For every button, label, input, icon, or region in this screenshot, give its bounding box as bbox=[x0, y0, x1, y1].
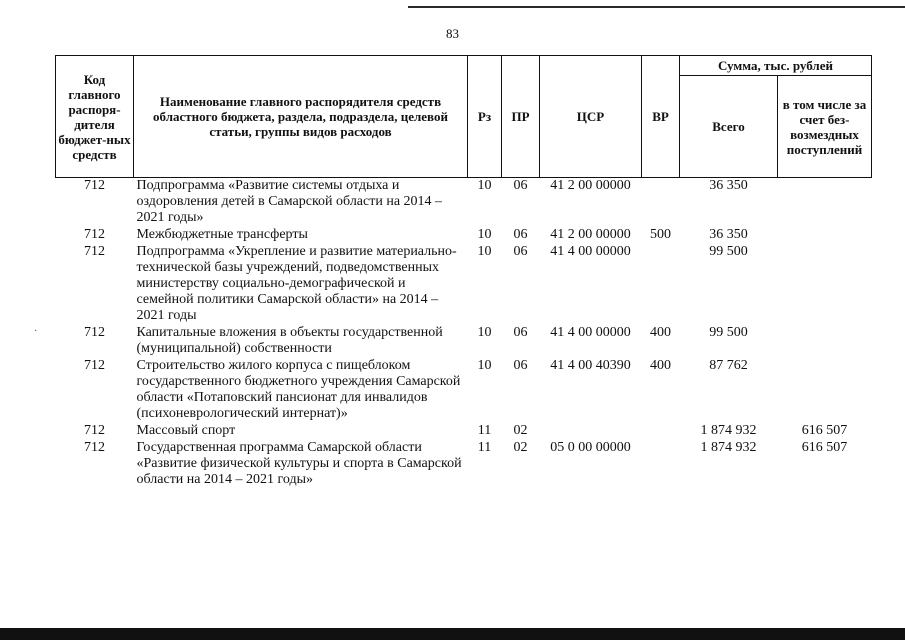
header-pr: ПР bbox=[502, 56, 540, 178]
cell-pr: 02 bbox=[513, 423, 528, 438]
cell-code: 712 bbox=[84, 178, 105, 193]
cell-rz: 10 bbox=[477, 358, 492, 373]
cell-vr bbox=[642, 244, 680, 325]
cell-code: 712 bbox=[84, 440, 105, 455]
cell-rz: 10 bbox=[477, 244, 492, 259]
cell-code: 712 bbox=[84, 325, 105, 340]
cell-csr: 05 0 00 00000 bbox=[550, 440, 631, 455]
cell-vr: 400 bbox=[650, 358, 671, 373]
cell-rz: 10 bbox=[477, 325, 492, 340]
cell-csr: 41 2 00 00000 bbox=[550, 227, 631, 242]
cell-rz: 11 bbox=[477, 440, 492, 455]
header-total: Всего bbox=[680, 76, 778, 178]
cell-csr: 41 4 00 00000 bbox=[550, 325, 631, 340]
table-row bbox=[56, 178, 872, 228]
cell-csr: 41 4 00 00000 bbox=[550, 244, 631, 259]
cell-rz: 10 bbox=[477, 227, 492, 242]
header-csr: ЦСР bbox=[540, 56, 642, 178]
cell-name: Подпрограмма «Укрепление и развитие материально-технической базы учреждений, подведомственных министерству социально-демографической и семейной политики Самарской области» на 2014 – 2021 годы bbox=[136, 244, 457, 323]
table-row bbox=[56, 358, 872, 423]
cell-name: Подпрограмма «Развитие системы отдыха и оздоровления детей в Самарской области на 2014 – 2021 годы» bbox=[136, 178, 443, 225]
cell-csr: 41 4 00 40390 bbox=[550, 358, 631, 373]
cell-vr: 400 bbox=[650, 325, 671, 340]
cell-incl: 616 507 bbox=[801, 440, 848, 455]
cell-incl bbox=[778, 178, 872, 228]
cell-pr: 06 bbox=[513, 325, 528, 340]
cell-total: 99 500 bbox=[709, 325, 748, 340]
cell-pr: 06 bbox=[513, 178, 528, 193]
header-sum: Сумма, тыс. рублей bbox=[680, 56, 872, 76]
cell-code: 712 bbox=[84, 244, 105, 259]
scan-bottom-edge bbox=[0, 628, 905, 640]
cell-rz: 10 bbox=[477, 178, 492, 193]
cell-incl bbox=[778, 244, 872, 325]
cell-total: 36 350 bbox=[709, 178, 748, 193]
cell-code: 712 bbox=[84, 358, 105, 373]
header-name: Наименование главного распорядителя средств областного бюджета, раздела, подраздела, целевой статьи, группы видов расходов bbox=[134, 56, 468, 178]
cell-pr: 02 bbox=[513, 440, 528, 455]
cell-name: Строительство жилого корпуса с пищеблоком государственного бюджетного учреждения Самарской области «Потаповский пансионат для инвалидов (психоневрологический интернат)» bbox=[136, 358, 461, 421]
cell-total: 36 350 bbox=[709, 227, 748, 242]
cell-vr bbox=[642, 440, 680, 489]
cell-csr bbox=[540, 423, 642, 440]
cell-vr: 500 bbox=[650, 227, 671, 242]
header-code: Код главного распоря-дителя бюджет-ных средств bbox=[56, 56, 134, 178]
cell-name: Межбюджетные трансферты bbox=[136, 227, 308, 242]
cell-incl bbox=[778, 325, 872, 358]
cell-pr: 06 bbox=[513, 358, 528, 373]
cell-pr: 06 bbox=[513, 227, 528, 242]
page-number: 83 bbox=[446, 26, 459, 41]
cell-name: Массовый спорт bbox=[136, 423, 236, 438]
scan-speck: · bbox=[34, 326, 38, 337]
header-rz: Рз bbox=[468, 56, 502, 178]
table-row bbox=[56, 244, 872, 325]
cell-total: 87 762 bbox=[709, 358, 748, 373]
cell-total: 1 874 932 bbox=[700, 440, 757, 455]
scan-edge-line bbox=[408, 6, 905, 8]
table-row bbox=[56, 423, 872, 440]
cell-name: Капитальные вложения в объекты государственной (муниципальной) собственности bbox=[136, 325, 443, 356]
header-incl: в том числе за счет без-возмездных поступлений bbox=[778, 76, 872, 178]
cell-total: 1 874 932 bbox=[700, 423, 757, 438]
cell-incl bbox=[778, 227, 872, 244]
cell-total: 99 500 bbox=[709, 244, 748, 259]
table-row bbox=[56, 325, 872, 358]
cell-code: 712 bbox=[84, 227, 105, 242]
cell-incl bbox=[778, 358, 872, 423]
cell-code: 712 bbox=[84, 423, 105, 438]
cell-name: Государственная программа Самарской области «Развитие физической культуры и спорта в Самарской области на 2014 – 2021 годы» bbox=[136, 440, 462, 487]
cell-rz: 11 bbox=[477, 423, 492, 438]
header-vr: ВР bbox=[642, 56, 680, 178]
table-row bbox=[56, 227, 872, 244]
cell-incl: 616 507 bbox=[801, 423, 848, 438]
budget-table bbox=[55, 55, 872, 489]
cell-pr: 06 bbox=[513, 244, 528, 259]
cell-vr bbox=[642, 423, 680, 440]
cell-vr bbox=[642, 178, 680, 228]
table-row bbox=[56, 440, 872, 489]
cell-csr: 41 2 00 00000 bbox=[550, 178, 631, 193]
